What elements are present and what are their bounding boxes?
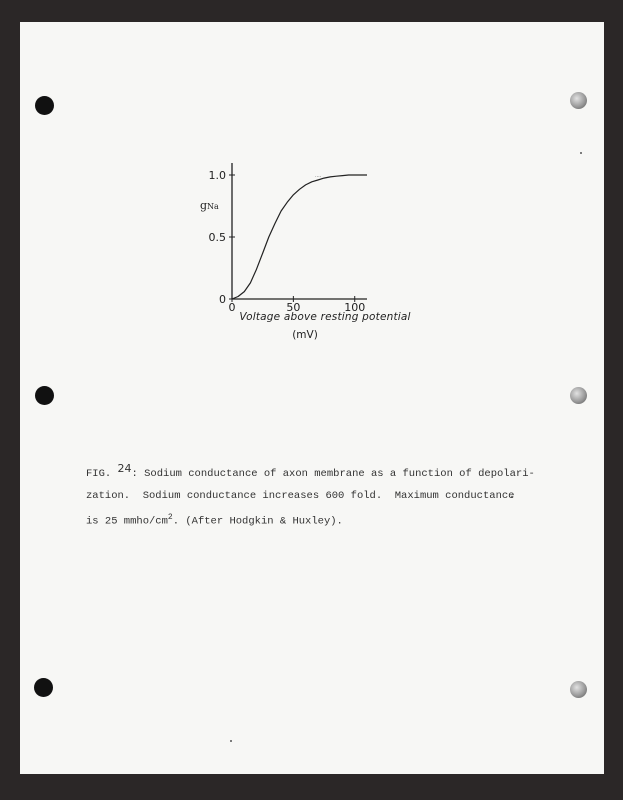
y-axis-label: gNa bbox=[200, 199, 219, 212]
speck bbox=[230, 740, 232, 742]
conductance-chart bbox=[200, 155, 410, 355]
binder-ring-bottom bbox=[570, 681, 587, 698]
document-page bbox=[20, 22, 604, 774]
figure-caption bbox=[86, 462, 535, 533]
y-tick-label: 0.5 bbox=[208, 231, 226, 244]
speck bbox=[580, 152, 582, 154]
y-tick-label: 1.0 bbox=[208, 169, 226, 182]
binder-ring-middle bbox=[570, 387, 587, 404]
conductance-curve bbox=[232, 175, 367, 299]
caption-line-2: zation. Sodium conductance increases 600 fold. Maximum conductance bbox=[86, 490, 515, 502]
figure-number: 24 bbox=[117, 462, 132, 475]
y-tick-label: 0 bbox=[219, 293, 226, 306]
chart-svg bbox=[200, 155, 410, 355]
caption-line-1: FIG. 24: Sodium conductance of axon membrane as a function of depolari- bbox=[86, 462, 535, 480]
x-tick-label: 50 bbox=[286, 301, 301, 314]
binder-hole-top bbox=[35, 96, 54, 115]
x-axis-label: Voltage above resting potential bbox=[239, 311, 411, 323]
caption-line-3: is 25 mmho/$cm^2$. (After Hodgkin & Huxley). bbox=[86, 513, 343, 528]
binder-ring-top bbox=[570, 92, 587, 109]
x-tick-label: 0 bbox=[228, 301, 236, 314]
curve-annotation: .... bbox=[315, 173, 322, 179]
x-axis-unit: (mV) bbox=[292, 329, 318, 341]
binder-hole-bottom bbox=[34, 678, 53, 697]
binder-hole-middle bbox=[35, 386, 54, 405]
x-tick-label: 100 bbox=[344, 301, 366, 314]
